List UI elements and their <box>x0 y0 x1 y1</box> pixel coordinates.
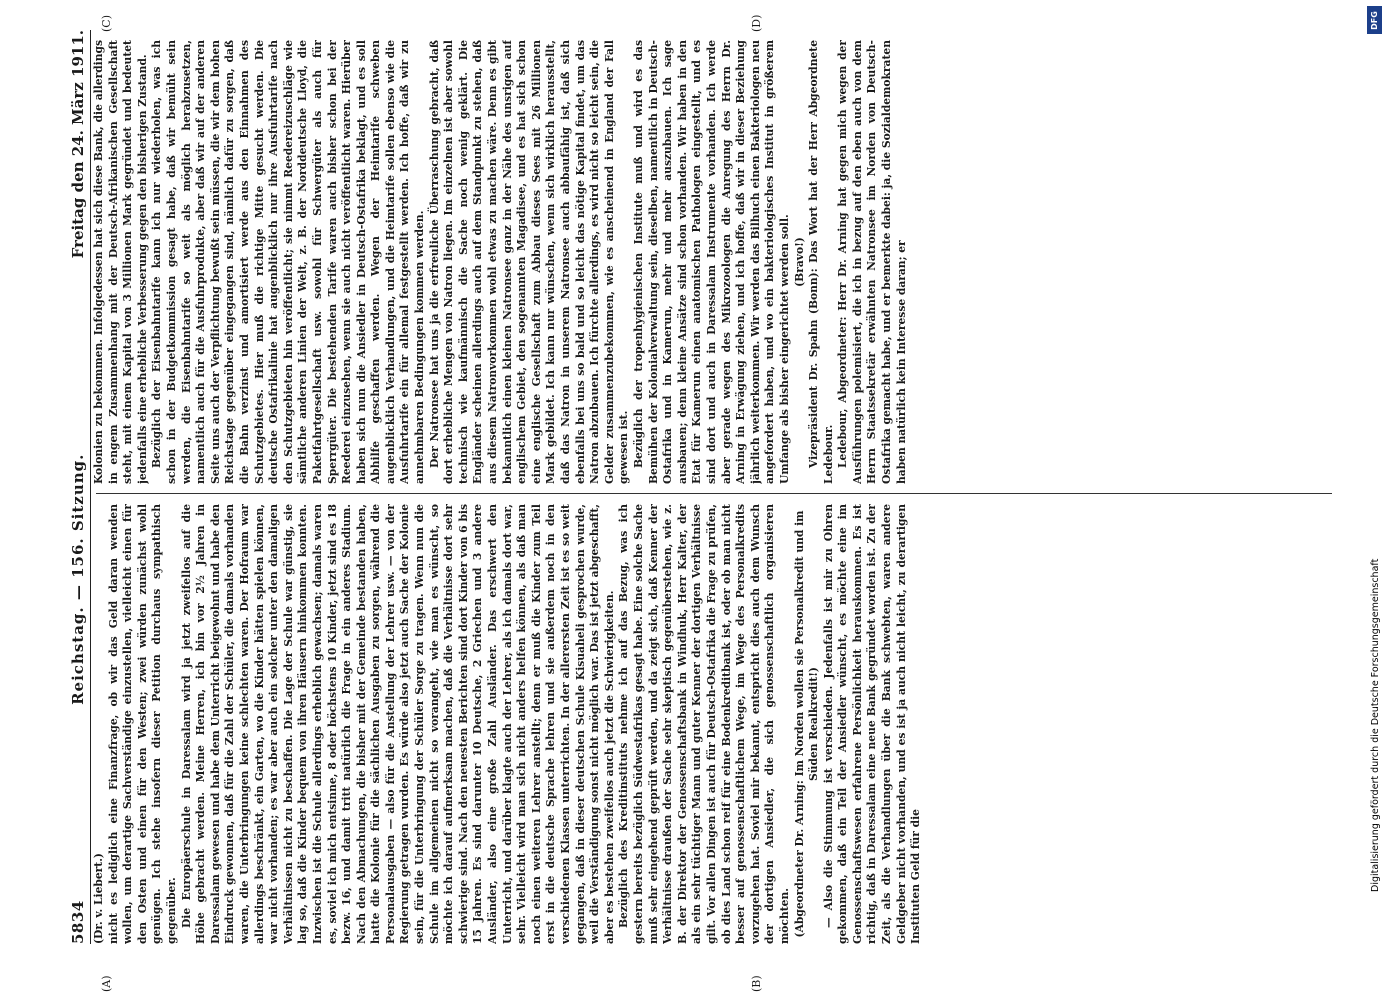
paragraph: Bezüglich der tropenhygienischen Institute muß und wird es das Bemühen der Kolonialverwaltung sein, dieselben, namentlich in Deutsch-Ostafrika und in Kamerun, mehr und mehr auszubauen. Ich sage ausbauen; denn kleine Ansätze sind schon vorhanden. Wir haben in den Etat für Kamerun einen anatomischen Pathologen eingestellt, und es sind dort und auch in Daressalam Instrumente vorhanden. Ich werde aber gerade wegen des Mikrozoologen die Anregung des Herrn Dr. Arning in Erwägung ziehen, und ich hoffe, daß wir in dieser Beziehung jährlich weiterkommen. Wir werden das Bilhuch einen Bakteriologen neu angefordert haben, und wo ein bakteriologisches Institut in größerem Umfange als bisher eingerichtet werden soll. <box>631 40 791 484</box>
page-number: 5834 <box>69 900 87 944</box>
interjection: (Abgeordneter Dr. Arning: Im Norden wollen sie Personalkredit und im Süden Realkredit!) <box>792 510 821 938</box>
header-date: Freitag den 24. März 1911. <box>69 30 87 259</box>
column-divider <box>96 493 1332 494</box>
paragraph: Bezüglich der Eisenbahntarife kann ich nur wiederholen, was ich schon in der Budgetkommission gesagt habe, daß wir bemüht sein werden, die Eisenbahntarife so weit als möglich herabzusetzen, namentlich auch für die Ausfuhrprodukte, aber daß wir auf der anderen Seite uns auch der Verpflichtung bewußt sein müssen, die wir dem hohen Reichstage gegenüber eingegangen sind, nämlich dafür zu sorgen, daß die Bahn verzinst und amortisiert werde aus den Einnahmen des Schutzgebietes. Hier muß die richtige Mitte gesucht werden. Die deutsche Ostafrikalinie hat augenblicklich nur ihre Ausfuhrtarife nach den Schutzgebieten hin veröffentlicht; sie nimmt Reedereizuschläge wie sämtliche anderen Linien der Welt, z. B. der Norddeutsche Lloyd, die Paketfahrtgesellschaft usw. sowohl für Schwergüter als auch für Sperrgüter. Die bestehenden Tarife waren auch bisher schon bei der Reederei einzusehen, wenn sie auch nicht veröffentlicht waren. Hierüber haben sich nun die Ansiedler in Deutsch-Ostafrika beklagt, und es soll Abhilfe geschaffen werden. Wegen der Heimtarife schweben augenblicklich Verhandlungen, und die Heimtarife sollen ebenso wie die Ausfuhrtarife ein für allemal festgestellt werden. Ich hoffe, daß wir zu annehmbaren Bedingungen kommen werden. <box>150 40 427 484</box>
paragraph: nicht es lediglich eine Finanzfrage, ob wir das Geld daran wenden wollen, um derartige Sachverständige einzustellen, vielleicht einen für den Osten und einen für den Westen; zwei würden zunächst wohl genügen. Ich stehe insofern dieser Petition durchaus sympathisch gegenüber. <box>106 504 178 944</box>
margin-marker-c: (C) <box>100 15 113 32</box>
margin-marker-b: (B) <box>750 975 763 992</box>
credit-text: Digitalisierung gefördert durch die Deutsche Forschungsgemeinschaft <box>1370 558 1381 892</box>
margin-marker-a: (A) <box>100 975 113 992</box>
right-column <box>92 40 1336 484</box>
paragraph: Kolonien zu bekommen. Infolgedessen hat sich diese Bank, die allerdings in engem Zusammenhang mit der Deutsch-Afrikanischen Gesellschaft steht, mit einem Kapital von 3 Millionen Mark gegründet und bedeutet jedenfalls eine erhebliche Verbesserung gegen den bisherigen Zustand. <box>92 40 149 484</box>
left-column <box>92 504 1336 944</box>
header-title: Reichstag. — 156. Sitzung. <box>69 453 87 705</box>
paragraph: Der Natronsee hat uns ja die erfreuliche Überraschung gebracht, daß dort erhebliche Mengen von Natron liegen. Im einzelnen ist aber sowohl technisch wie kaufmännisch die Sache noch wenig geklärt. Die Engländer scheinen allerdings auch auf dem Standpunkt zu stehen, daß aus diesem Natronvorkommen wohl etwas zu machen wäre. Denn es gibt bekanntlich einen kleinen Natronsee ganz in der Nähe des unsrigen auf englischem Gebiet, den sogenannten Magadisee, und es hat sich schon eine englische Gesellschaft zum Abbau dieses Sees mit 26 Millionen Mark gebildet. Ich kann nur wünschen, wenn sich wirklich herausstellt, daß das Natron in unserem Natronsee auch abbaufähig ist, daß sich ebenfalls bei uns so bald und so leicht das nötige Kapital findet, um das Natron abzubauen. Ich fürchte allerdings, es wird nicht so leicht sein, die Gelder zusammenzubekommen, wie es anscheinend in England der Fall gewesen ist. <box>427 40 631 484</box>
dfg-logo: DFG <box>1367 6 1382 34</box>
paragraph: Die Europäerschule in Daressalam wird ja jetzt zweifellos auf die Höhe gebracht werden. Meine Herren, ich bin vor 2½ Jahren in Daressalam gewesen und habe dem Unterricht beigewohnt und habe den Eindruck gewonnen, daß für die Zahl der Schüler, die damals vorhanden waren, die Unterbringungen keine schlechten waren. Der Hofraum war allerdings beschränkt, ein Garten, wo die Kinder hätten spielen können, war nicht vorhanden; es war aber auch ein solcher unter den damaligen Verhältnissen nicht zu beschaffen. Die Lage der Schule war günstig, sie lag so, daß die Kinder bequem von ihren Häusern hinkommen konnten. Inzwischen ist die Schule allerdings erheblich gewachsen; damals waren es, soviel ich mich entsinne, 8 oder höchstens 10 Kinder, jetzt sind es 18 bezw. 16, und damit tritt natürlich die Frage in ein anderes Stadium. Nach den Abmachungen, die bisher mit der Gemeinde bestanden haben, hatte die Kolonie für die sächlichen Ausgaben zu sorgen, während die Personalausgaben — also für die Anstellung der Lehrer usw. — von der Regierung getragen wurden. Es würde also jetzt auch Sache der Kolonie sein, für die Unterbringung der Schüler Sorge zu tragen. Wenn nun die Schule im allgemeinen nicht so vorangeht, wie man es wünscht, so möchte ich darauf aufmerksam machen, daß die Verhältnisse dort sehr schwierige sind. Nach den neuesten Berichten sind dort Kinder von 6 bis 15 Jahren. Es sind darunter 10 Deutsche, 2 Griechen und 3 andere Ausländer, also eine große Zahl Ausländer. Das erschwert den Unterricht, und darüber klagte auch der Lehrer, als ich damals dort war, sehr. Vielleicht wird man sich nicht anders helfen können, als daß man noch einen weiteren Lehrer anstellt; denn er muß die Kinder zum Teil erst in die deutsche Sprache lehren und sie außerdem noch in den verschiedenen Klassen unterrichten. In der allerersten Zeit ist es so weit gegangen, daß in dieser deutschen Schule Kisuaheli gesprochen wurde, weil die Verständigung sonst nicht möglich war. Das ist jetzt abgeschafft, aber es bestehen zweifellos auch jetzt die Schwierigkeiten. <box>179 504 616 944</box>
paragraph: Vizepräsident Dr. Spahn (Bonn): Das Wort hat der Herr Abgeordnete Ledebour. <box>807 40 835 484</box>
digitization-credit <box>1368 4 1383 994</box>
paragraph: Ledebour, Abgeordneter: Herr Dr. Arning hat gegen mich wegen der Ausführungen polemisiert, die ich in bezug auf den eben auch von dem Herrn Staatssekretär erwähnten Natronsee im Norden von Deutsch-Ostafrika gemacht habe, und er bemerkte dabei: ja, die Sozialdemokraten haben natürlich kein Interesse daran; er <box>836 40 908 484</box>
rotated-page <box>60 14 1340 992</box>
paragraph: Bezüglich des Kreditinstituts nehme ich auf das Bezug, was ich gestern bereits bezüglich Südwestafrikas gesagt habe. Eine solche Sache muß sehr eingehend geprüft werden, und da zeigt sich, daß Kenner der Verhältnisse draußen der Sache sehr skeptisch gegenüberstehen, wie z. B. der Direktor der Genossenschaftsbank in Windhuk, Herr Kalter, der als ein sehr tüchtiger Mann und guter Kenner der dortigen Verhältnisse gilt. Vor allen Dingen ist auch für Deutsch-Ostafrika die Frage zu prüfen, ob dies Land schon reif für eine Bodenkreditbank ist, oder ob man nicht besser auf genossenschaftlichem Wege, im Wege des Personalkredits vorzugehen hat. Soviel mir bekannt, entspricht dies auch dem Wunsch der dortigen Ansiedler, die sich genossenschaftlich organisieren möchten. <box>617 504 791 944</box>
paragraph: — Also die Stimmung ist verschieden. Jedenfalls ist mir zu Ohren gekommen, daß ein Teil der Ansiedler wünscht, es möchte eine im Genossenschaftswesen erfahrene Persönlichkeit herauskommen. Es ist richtig, daß in Daressalam eine neue Bank gegründet worden ist. Zu der Zeit, als die Verhandlungen über die Bank schwebten, waren andere Geldgeber nicht vorhanden, und es ist ja auch nicht leicht, zu derartigen Instituten Geld für die <box>821 504 923 944</box>
interjection: (Bravo!) <box>792 237 806 287</box>
speaker-reference: (Dr. v. Liebert.) <box>92 853 105 944</box>
margin-marker-d: (D) <box>750 14 763 32</box>
page-header <box>66 30 91 944</box>
